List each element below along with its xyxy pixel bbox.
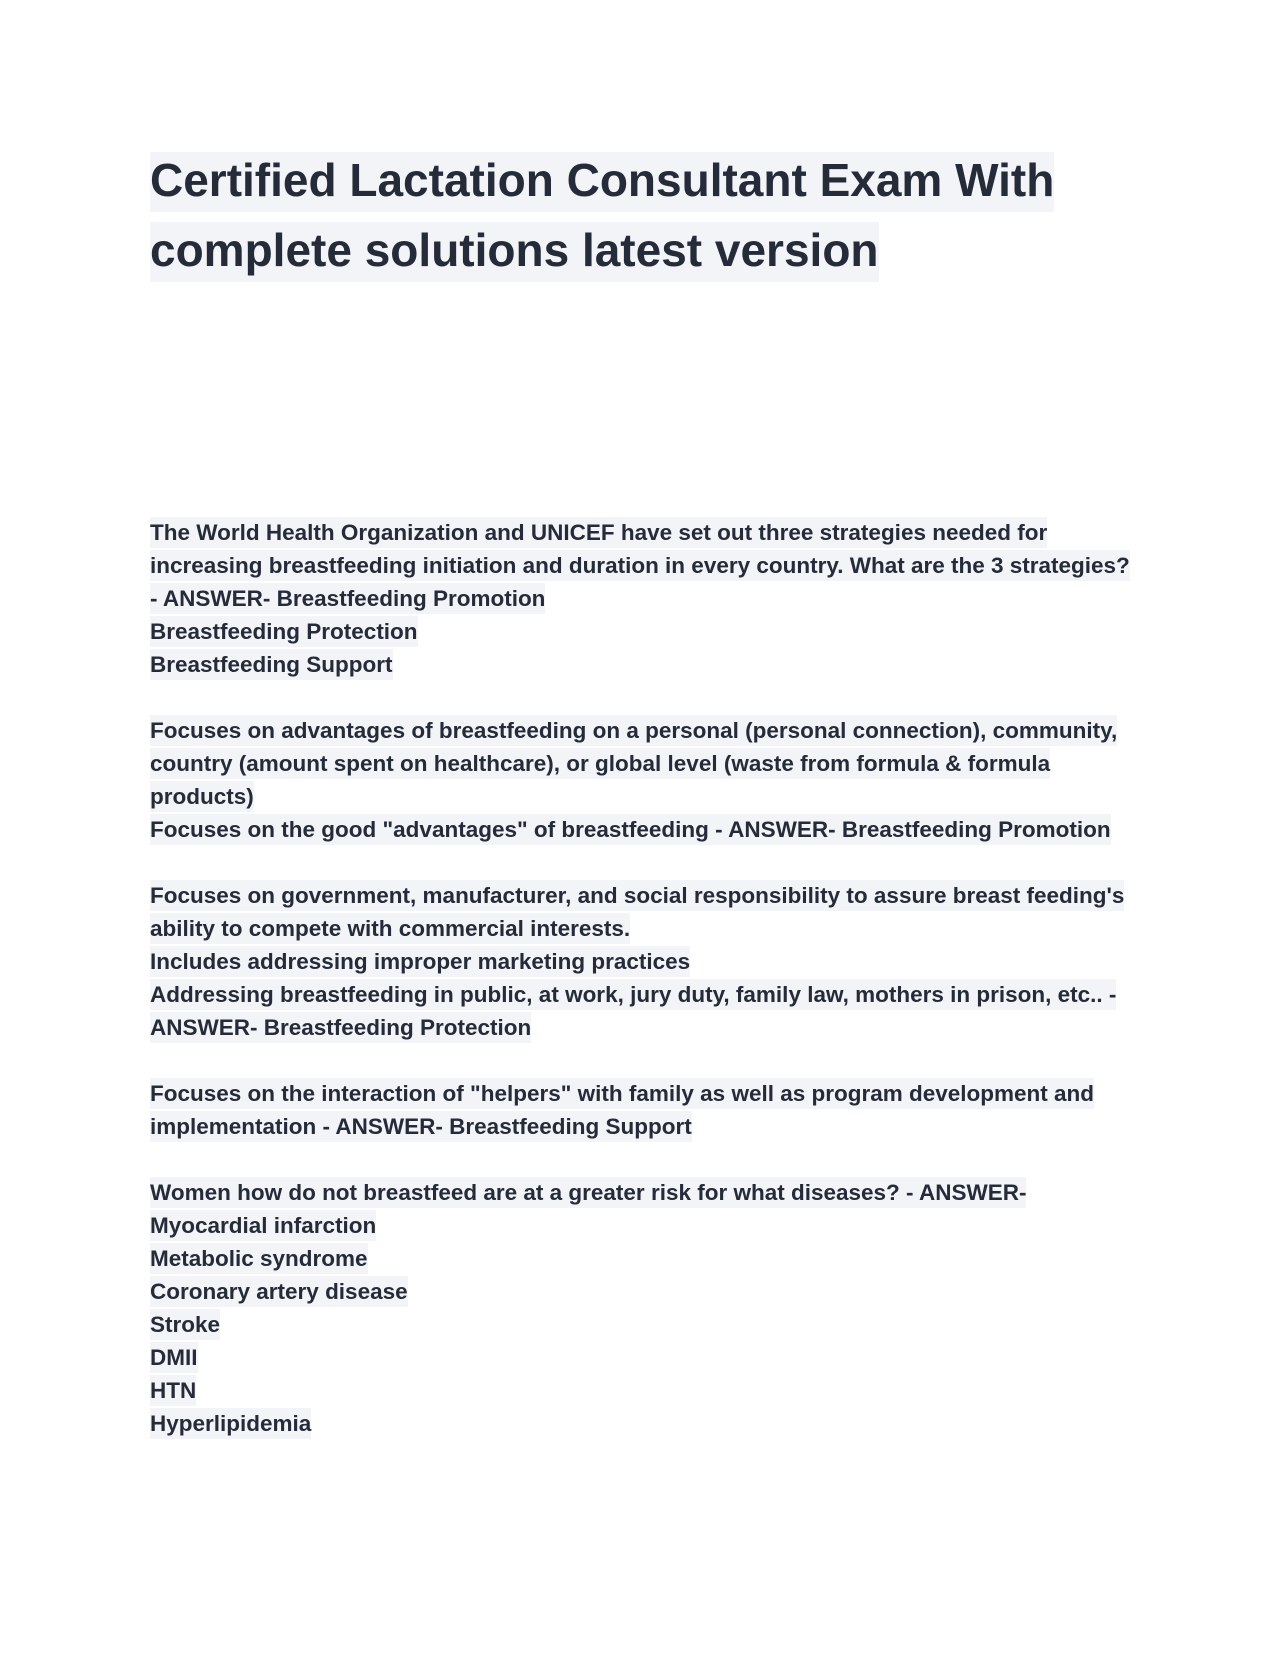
paragraph-line — [150, 516, 1140, 615]
paragraph-line — [150, 714, 1140, 813]
paragraph-who-strategies — [150, 516, 1140, 681]
paragraph-line-text: Focuses on government, manufacturer, and social responsibility to assure breast feeding's ability to compete with commercial interests. — [150, 880, 1124, 944]
paragraph-line-text: Focuses on the good "advantages" of breastfeeding - ANSWER- Breastfeeding Promotion — [150, 814, 1111, 845]
paragraph-line-text: Focuses on advantages of breastfeeding on a personal (personal connection), community, country (amount spent on healthcare), or global level (waste from formula & formula products) — [150, 715, 1117, 812]
paragraph-line-text: Coronary artery disease — [150, 1276, 408, 1307]
paragraph-line-text: Metabolic syndrome — [150, 1243, 368, 1274]
paragraph-line-text: Breastfeeding Support — [150, 649, 393, 680]
paragraph-line-text: HTN — [150, 1375, 196, 1406]
paragraph-line-text: The World Health Organization and UNICEF have set out three strategies needed for increasing breastfeeding initiation and duration in every country. What are the 3 strategies? - ANSWER- Breastfeeding Promotion — [150, 517, 1130, 614]
paragraph-line — [150, 1176, 1140, 1242]
paragraph-line-text: Addressing breastfeeding in public, at work, jury duty, family law, mothers in prison, etc.. - ANSWER- Breastfeeding Protection — [150, 979, 1116, 1043]
paragraph-line — [150, 1374, 1140, 1407]
document-title — [150, 145, 1150, 285]
paragraph-promotion — [150, 714, 1140, 846]
paragraph-line — [150, 1242, 1140, 1275]
paragraph-protection — [150, 879, 1140, 1044]
paragraph-line — [150, 1341, 1140, 1374]
paragraph-line — [150, 615, 1140, 648]
paragraph-line — [150, 813, 1140, 846]
paragraph-line — [150, 1275, 1140, 1308]
paragraph-line — [150, 1077, 1140, 1143]
document-body — [150, 516, 1140, 1473]
paragraph-line — [150, 879, 1140, 945]
paragraph-line — [150, 1308, 1140, 1341]
paragraph-line-text: Hyperlipidemia — [150, 1408, 311, 1439]
document-title-text: Certified Lactation Consultant Exam With complete solutions latest version — [150, 152, 1054, 282]
paragraph-line-text: Stroke — [150, 1309, 220, 1340]
paragraph-line-text: Focuses on the interaction of "helpers" with family as well as program development and implementation - ANSWER- Breastfeeding Support — [150, 1078, 1094, 1142]
paragraph-line — [150, 978, 1140, 1044]
paragraph-line-text: Breastfeeding Protection — [150, 616, 418, 647]
paragraph-line-text: Women how do not breastfeed are at a greater risk for what diseases? - ANSWER- Myocardial infarction — [150, 1177, 1026, 1241]
paragraph-support — [150, 1077, 1140, 1143]
paragraph-line-text: DMII — [150, 1342, 198, 1373]
paragraph-line-text: Includes addressing improper marketing practices — [150, 946, 690, 977]
paragraph-line — [150, 945, 1140, 978]
paragraph-line — [150, 1407, 1140, 1440]
paragraph-disease-risk — [150, 1176, 1140, 1440]
paragraph-line — [150, 648, 1140, 681]
